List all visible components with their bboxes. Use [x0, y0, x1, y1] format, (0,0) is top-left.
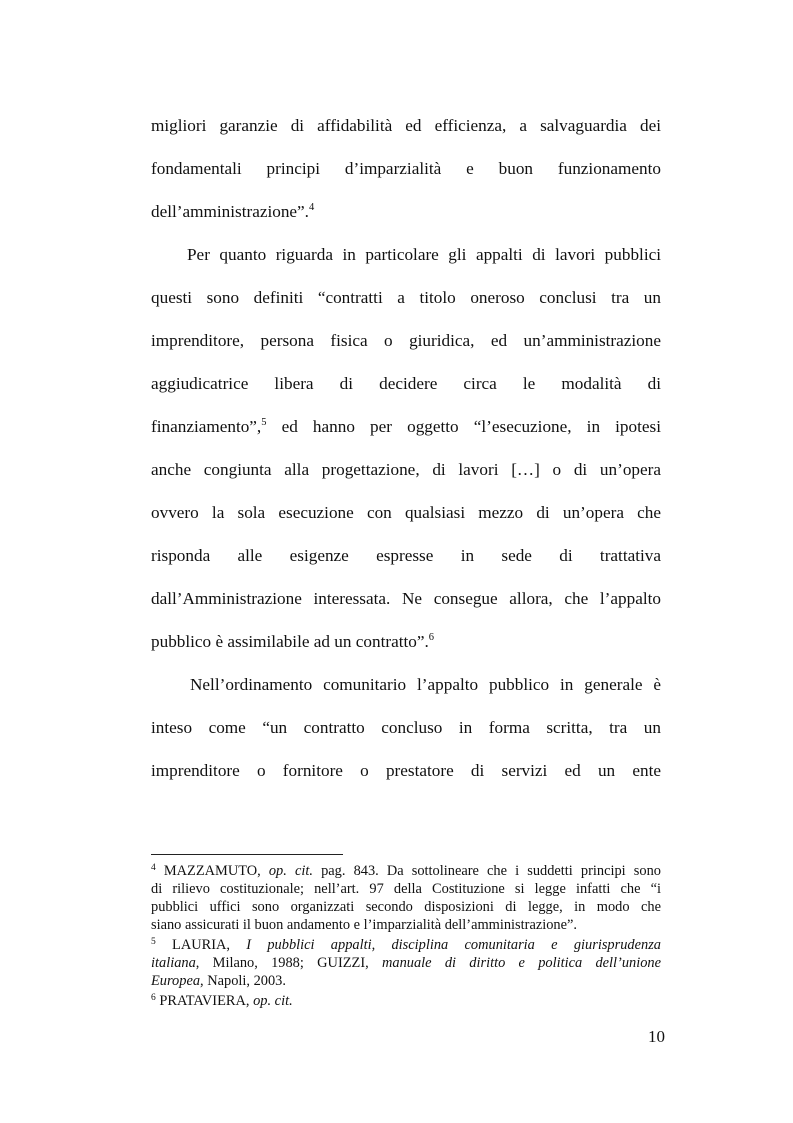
footnote-citation: op. cit.: [253, 993, 293, 1009]
footnote-ref: 4: [308, 202, 315, 213]
footnote-title: italiana: [151, 955, 196, 971]
footnote-text: di rilievo costituzionale; nell’art. 97 della Costituzione si legge infatti che “i: [151, 881, 661, 897]
footnote-title: Europea: [151, 973, 201, 989]
body-line: [151, 157, 661, 181]
body-line: [151, 587, 661, 611]
body-text: imprenditore, persona fisica o giuridica, ed un’amministrazione: [151, 331, 661, 350]
body-line: [151, 114, 661, 138]
body-text: dall’Amministrazione interessata. Ne consegue allora, che l’appalto: [151, 589, 661, 608]
body-line: [151, 759, 661, 783]
footnote-4-line: [151, 916, 661, 934]
body-text: imprenditore o fornitore o prestatore di servizi ed un ente: [151, 761, 661, 780]
body-text: Nell’ordinamento comunitario l’appalto pubblico in generale è: [190, 675, 661, 694]
body-line: [151, 329, 661, 353]
body-text: ovvero la sola esecuzione con qualsiasi mezzo di un’opera che: [151, 503, 661, 522]
body-text: aggiudicatrice libera di decidere circa le modalità di: [151, 374, 661, 393]
body-text: finanziamento”,: [151, 417, 262, 436]
body-line: [151, 501, 661, 525]
body-line: [151, 286, 661, 310]
body-text: inteso come “un contratto concluso in forma scritta, tra un: [151, 718, 661, 737]
footnote-text: LAURIA,: [155, 937, 247, 953]
footnote-number: 5: [151, 937, 156, 947]
body-line: [151, 630, 661, 654]
footnote-4-line: [151, 898, 661, 916]
body-line: [190, 673, 661, 697]
body-line: [151, 458, 661, 482]
body-text: risponda alle esigenze espresse in sede di trattativa: [151, 546, 661, 565]
body-line: [151, 716, 661, 740]
footnote-text: , Napoli, 2003.: [200, 973, 286, 989]
footnote-separator: [151, 854, 343, 855]
body-text: anche congiunta alla progettazione, di lavori […] o di un’opera: [151, 460, 661, 479]
footnote-5-line: [151, 954, 661, 972]
footnote-6-line: [151, 992, 661, 1010]
footnote-text: PRATAVIERA,: [155, 993, 254, 1009]
footnote-text: , Milano, 1988; GUIZZI,: [195, 955, 382, 971]
body-text: migliori garanzie di affidabilità ed efficienza, a salvaguardia dei: [151, 116, 661, 135]
body-line: [151, 544, 661, 568]
footnote-number: 6: [151, 993, 156, 1003]
body-line: [151, 372, 661, 396]
body-line: [187, 243, 661, 267]
footnote-5-line: [151, 936, 661, 954]
body-text: ed hanno per oggetto “l’esecuzione, in ipotesi: [266, 417, 661, 436]
footnote-text: MAZZAMUTO,: [155, 863, 269, 879]
footnote-text: pag. 843. Da sottolineare che i suddetti principi sono: [312, 863, 661, 879]
page-number: 10: [648, 1027, 665, 1046]
footnote-number: 4: [151, 863, 156, 873]
body-text: dell’amministrazione”.: [151, 202, 309, 221]
body-text: questi sono definiti “contratti a titolo oneroso conclusi tra un: [151, 288, 661, 307]
body-text: Per quanto riguarda in particolare gli appalti di lavori pubblici: [187, 245, 661, 264]
footnote-title: manuale di diritto e politica dell’unione: [381, 955, 661, 971]
body-line: [151, 200, 661, 224]
footnote-title: I pubblici appalti, disciplina comunitaria e giurisprudenza: [246, 937, 661, 953]
footnote-4-line: [151, 862, 661, 880]
footnote-citation: op. cit.: [268, 863, 313, 879]
footnote-ref: 6: [428, 632, 435, 643]
body-text: fondamentali principi d’imparzialità e buon funzionamento: [151, 159, 661, 178]
footnote-text: siano assicurati il buon andamento e l’imparzialità dell’amministrazione”.: [151, 917, 577, 933]
body-line: [151, 415, 661, 439]
footnote-text: pubblici uffici sono organizzati secondo disposizioni di legge, in modo che: [151, 899, 661, 915]
footnote-4-line: [151, 880, 661, 898]
footnote-5-line: [151, 972, 661, 990]
footnote-ref: 5: [261, 417, 267, 428]
body-text: pubblico è assimilabile ad un contratto”.: [151, 632, 429, 651]
